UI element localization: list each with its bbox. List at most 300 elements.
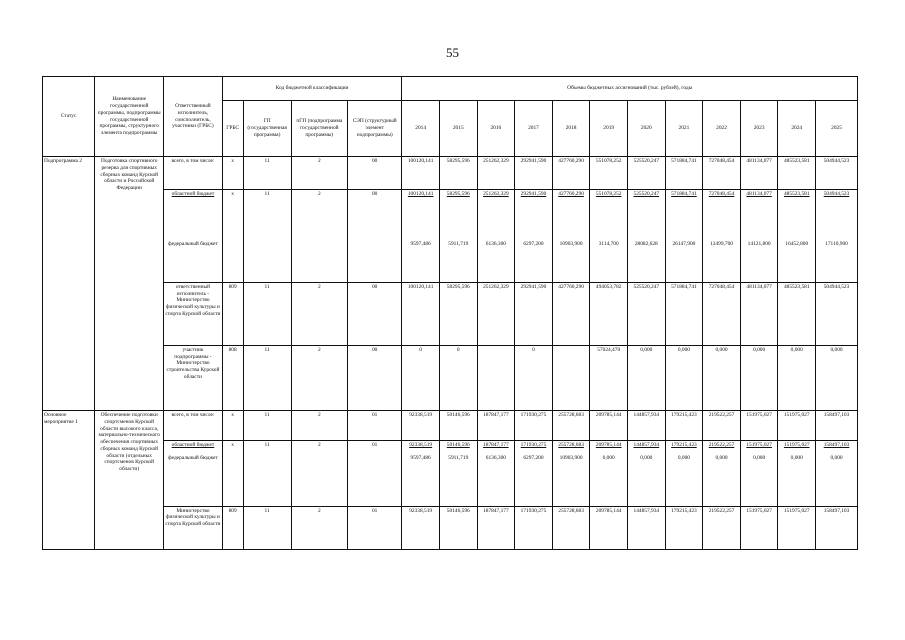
table-row <box>43 411 858 441</box>
row-value-text: 151975,027 <box>746 442 772 449</box>
row-value <box>402 411 440 441</box>
row-value <box>740 282 778 345</box>
row-sep <box>348 345 402 410</box>
row-value <box>816 411 858 441</box>
row-value-text: 100120,141 <box>407 158 434 164</box>
row-value <box>439 411 477 441</box>
row-value <box>703 282 741 345</box>
row-pgp-text: 2 <box>317 507 321 514</box>
table-row <box>43 345 858 410</box>
row-value <box>515 157 553 190</box>
row-value-text: 179215,423 <box>671 412 697 418</box>
row-grbs-text: 808 <box>228 346 237 353</box>
row-value <box>477 189 515 282</box>
row-value-text: 5911,719 <box>448 241 469 248</box>
row-value <box>477 282 515 345</box>
row-value <box>552 441 590 506</box>
header-budget-volume: Объемы бюджетных ассигнований (тыс. рублей), годы <box>402 77 858 101</box>
row-value <box>740 189 778 282</box>
cell-spacer <box>349 449 400 455</box>
row-executor-text: Министерство физической культуры и спорта Курской области <box>165 507 221 528</box>
header-year: 2020 <box>628 101 666 157</box>
row-value-text: 219522,257 <box>708 412 735 418</box>
row-value-text: 26147,900 <box>672 241 696 248</box>
row-value-text: 525520,247 <box>633 190 660 197</box>
row-value-text: 171930,275 <box>520 507 547 514</box>
row-pgp-text: 2 <box>317 190 321 197</box>
cell-spacer <box>779 197 814 241</box>
row-value <box>740 157 778 190</box>
row-value <box>439 506 477 549</box>
row-value <box>703 345 741 410</box>
row-value-text: 6136,300 <box>485 455 506 462</box>
row-pgp <box>291 189 347 282</box>
header-year: 2021 <box>665 101 703 157</box>
row-value-text: 427760,290 <box>558 158 584 164</box>
cell-spacer <box>817 197 856 241</box>
row-value <box>515 189 553 282</box>
row-executor <box>164 189 223 282</box>
row-sep <box>348 441 402 506</box>
row-sep <box>348 506 402 549</box>
row-value-text: 158497,103 <box>823 412 850 418</box>
row-gp <box>243 411 291 441</box>
row-value-text: 5911,719 <box>448 455 469 462</box>
row-pgp-text: 2 <box>317 158 321 164</box>
row-value-text: 727048,454 <box>708 158 735 164</box>
row-value <box>628 411 666 441</box>
row-sep-text: 00 <box>371 283 378 290</box>
row-value <box>816 157 858 190</box>
row-value-text: 3114,700 <box>598 241 619 248</box>
row-value-text: 209785,144 <box>595 412 622 418</box>
row-value-text: 179215,423 <box>671 442 697 449</box>
row-executor-text: федеральный бюджет <box>168 241 218 248</box>
cell-spacer <box>441 197 476 241</box>
row-executor-text: всего, в том числе: <box>171 412 215 418</box>
row-value-text: 427760,290 <box>558 283 584 290</box>
row-status <box>43 157 95 411</box>
row-value-text: 571884,741 <box>671 190 697 197</box>
row-grbs <box>222 282 243 345</box>
row-value-text: 151975,027 <box>746 507 772 514</box>
row-value-text: 0,000 <box>677 455 690 462</box>
row-value-text: 58295,596 <box>446 158 470 164</box>
row-value-text: 187847,177 <box>483 507 509 514</box>
row-pgp-text: 2 <box>317 412 321 418</box>
row-value-text: 571884,741 <box>671 158 697 164</box>
row-value-text: 50146,596 <box>446 507 470 514</box>
row-value-text: 144857,934 <box>633 507 660 514</box>
row-value-text: 13499,700 <box>710 241 733 248</box>
row-value-text: 14121,800 <box>747 241 771 248</box>
row-value <box>402 189 440 282</box>
row-status-text: Подпрограмма 2 <box>44 158 82 164</box>
row-pgp <box>291 411 347 441</box>
row-value <box>590 282 628 345</box>
row-grbs-text: 809 <box>228 283 237 290</box>
header-year: 2024 <box>778 101 816 157</box>
row-value <box>515 345 553 410</box>
row-value <box>402 506 440 549</box>
row-value <box>552 345 590 410</box>
row-value-text: 485523,581 <box>783 158 810 164</box>
cell-spacer <box>704 197 739 241</box>
row-executor <box>164 411 223 441</box>
row-value-text: 187847,177 <box>483 412 509 418</box>
table-row <box>43 157 858 190</box>
row-value <box>665 411 703 441</box>
row-value <box>628 189 666 282</box>
row-value <box>665 282 703 345</box>
row-value-text: 100120,141 <box>407 190 434 197</box>
header-year: 2022 <box>703 101 741 157</box>
row-grbs <box>222 441 243 506</box>
row-pgp-text: 2 <box>317 283 321 290</box>
row-pgp <box>291 345 347 410</box>
row-grbs <box>222 506 243 549</box>
header-budget-code: Код бюджетной классификации <box>222 77 402 101</box>
row-value-text: 0,000 <box>753 455 766 462</box>
row-value-text: 151975,027 <box>783 412 810 418</box>
row-value <box>477 345 515 410</box>
row-value-text: 0 <box>456 346 460 353</box>
row-value <box>740 345 778 410</box>
row-value <box>515 282 553 345</box>
row-executor-text: ответственный исполнитель - Министерство физической культуры и спорта Курской области <box>165 283 221 317</box>
row-grbs-text: х <box>231 412 234 418</box>
row-value <box>665 506 703 549</box>
row-value <box>552 282 590 345</box>
row-value <box>552 189 590 282</box>
row-value-text: 525520,247 <box>633 283 660 290</box>
row-value-text: 0,000 <box>640 346 653 353</box>
cell-spacer <box>165 197 221 241</box>
row-executor-text: областной бюджет <box>171 442 215 449</box>
row-value-text: 17110,900 <box>825 241 848 248</box>
row-value <box>665 441 703 506</box>
row-gp <box>243 506 291 549</box>
table-row <box>43 189 858 282</box>
row-value <box>590 157 628 190</box>
row-value <box>552 411 590 441</box>
row-value-text: 219522,257 <box>708 507 735 514</box>
row-value-text: 485523,581 <box>783 283 810 290</box>
row-value-text: 525520,247 <box>633 158 660 164</box>
row-value-text: 504944,523 <box>823 190 850 197</box>
row-status-text: Основное мероприятие 1 <box>44 412 78 425</box>
row-executor-text: областной бюджет <box>171 190 215 197</box>
row-value-text: 494053,782 <box>595 283 622 290</box>
row-grbs-text: х <box>231 442 234 449</box>
header-sep: СЭП (структурный элемент подпрограммы) <box>348 101 402 157</box>
header-year: 2018 <box>552 101 590 157</box>
row-value <box>816 441 858 506</box>
row-value <box>740 506 778 549</box>
row-value-text: 481134,077 <box>746 283 772 290</box>
row-sep <box>348 411 402 441</box>
row-value-text: 144857,934 <box>633 412 660 418</box>
row-grbs <box>222 411 243 441</box>
row-value <box>515 506 553 549</box>
budget-table <box>42 76 858 550</box>
row-gp-text: 11 <box>264 158 270 164</box>
header-grbs: ГРБС <box>222 101 243 157</box>
row-value-text: 251262,329 <box>483 283 509 290</box>
row-value <box>628 345 666 410</box>
row-value-text: 92338,519 <box>409 442 433 449</box>
row-grbs <box>222 189 243 282</box>
row-executor <box>164 506 223 549</box>
row-value-text: 504944,523 <box>823 158 850 164</box>
row-program-name-text: Обеспечение подготовки спортсменов Курской области высокого класса, материально-технического обеспечения спортивных сборных команд Курской области (отдельных спортсменов Курской области) <box>98 412 160 472</box>
row-value-text: 0,000 <box>715 346 728 353</box>
row-value-text: 0,000 <box>677 346 690 353</box>
row-program-name <box>95 157 164 411</box>
row-program-name-text: Подготовка спортивного резерва для спортивных сборных команд Курской области и Российской Федерации <box>100 158 159 191</box>
row-value-text: 0,000 <box>715 455 728 462</box>
row-value-text: 251262,329 <box>483 190 509 197</box>
row-gp-text: 11 <box>264 442 270 449</box>
cell-spacer <box>403 197 438 241</box>
row-value <box>439 157 477 190</box>
row-value-text: 16452,800 <box>785 241 809 248</box>
row-grbs-text: х <box>231 158 234 164</box>
row-value-text: 427760,290 <box>558 190 584 197</box>
row-value-text: 9597,486 <box>410 241 431 248</box>
row-value-text: 0,000 <box>830 455 843 462</box>
row-value <box>477 441 515 506</box>
row-value-text: 0,000 <box>790 455 803 462</box>
row-pgp-text: 2 <box>317 346 321 353</box>
row-gp-text: 11 <box>264 507 270 514</box>
row-value-text: 10903,900 <box>559 241 583 248</box>
row-gp <box>243 441 291 506</box>
header-executor: Ответственный исполнитель, соисполнитель, участники (ГРБС) <box>164 77 223 157</box>
row-value-text: 727048,454 <box>708 190 735 197</box>
row-executor-text: федеральный бюджет <box>168 455 218 462</box>
row-value-text: 179215,423 <box>671 507 697 514</box>
row-grbs-text: 809 <box>228 507 237 514</box>
cell-spacer <box>516 197 551 241</box>
row-value-text: 255728,683 <box>558 442 584 449</box>
row-value-text: 6297,200 <box>523 241 544 248</box>
row-value-text: 481134,077 <box>746 190 772 197</box>
cell-spacer <box>742 197 777 241</box>
header-year: 2025 <box>816 101 858 157</box>
row-value <box>439 189 477 282</box>
row-pgp <box>291 506 347 549</box>
cell-spacer <box>554 197 589 241</box>
row-value-text: 292941,590 <box>520 283 547 290</box>
row-gp-text: 11 <box>264 412 270 418</box>
row-value <box>590 506 628 549</box>
cell-spacer <box>293 449 346 455</box>
row-sep <box>348 282 402 345</box>
header-status: Статус <box>43 77 95 157</box>
cell-spacer <box>479 197 514 241</box>
row-executor-text: всего, в том числе: <box>171 158 215 164</box>
row-value-text: 100120,141 <box>407 283 434 290</box>
row-value-text: 50146,596 <box>446 412 470 418</box>
row-value-text: 292941,590 <box>520 158 547 164</box>
cell-spacer <box>591 197 626 241</box>
row-value <box>477 157 515 190</box>
row-executor <box>164 282 223 345</box>
table-row <box>43 282 858 345</box>
row-value-text: 551078,252 <box>595 190 622 197</box>
row-value-text: 0 <box>532 346 535 353</box>
row-status <box>43 411 95 550</box>
table-row <box>43 506 858 549</box>
row-value <box>515 441 553 506</box>
table-row <box>43 441 858 506</box>
cell-spacer <box>245 449 290 455</box>
row-value <box>703 441 741 506</box>
row-value-text: 209785,144 <box>595 507 622 514</box>
cell-spacer <box>667 197 702 241</box>
row-value <box>665 157 703 190</box>
row-value-text: 209785,144 <box>595 442 622 449</box>
row-gp-text: 11 <box>264 190 270 197</box>
header-year: 2017 <box>515 101 553 157</box>
row-sep-text: 00 <box>371 158 378 164</box>
row-grbs <box>222 157 243 190</box>
row-pgp <box>291 282 347 345</box>
row-pgp <box>291 441 347 506</box>
row-value <box>439 345 477 410</box>
row-value-text: 0,000 <box>790 346 803 353</box>
row-value <box>816 506 858 549</box>
row-value <box>402 345 440 410</box>
row-value <box>665 345 703 410</box>
row-value <box>778 345 816 410</box>
row-sep <box>348 189 402 282</box>
row-value <box>552 157 590 190</box>
row-value <box>778 189 816 282</box>
cell-spacer <box>629 197 664 241</box>
cell-spacer <box>349 197 400 241</box>
row-value <box>477 411 515 441</box>
row-value <box>628 441 666 506</box>
row-value-text: 171930,275 <box>520 442 547 449</box>
row-value <box>816 189 858 282</box>
row-value <box>778 411 816 441</box>
row-value-text: 551078,252 <box>595 158 622 164</box>
row-value-text: 219522,257 <box>708 442 735 449</box>
row-value-text: 0,000 <box>640 455 653 462</box>
row-sep-text: 01 <box>371 412 378 418</box>
row-value-text: 485523,581 <box>783 190 810 197</box>
row-value <box>515 411 553 441</box>
row-value <box>402 282 440 345</box>
row-value <box>778 157 816 190</box>
cell-spacer <box>224 449 242 455</box>
row-value-text: 0,000 <box>602 455 615 462</box>
row-value <box>590 411 628 441</box>
row-value <box>816 345 858 410</box>
row-value <box>703 506 741 549</box>
row-value <box>703 189 741 282</box>
row-gp <box>243 345 291 410</box>
row-value-text: 151975,027 <box>746 412 772 418</box>
row-value <box>439 282 477 345</box>
row-value <box>740 411 778 441</box>
row-value <box>439 441 477 506</box>
row-value-text: 187847,177 <box>483 442 509 449</box>
row-sep-text: 00 <box>371 190 378 197</box>
row-sep-text: 00 <box>371 346 378 353</box>
row-executor <box>164 157 223 190</box>
row-value-text: 255728,683 <box>558 507 584 514</box>
row-value-text: 6297,200 <box>523 455 544 462</box>
row-value-text: 171930,275 <box>520 412 547 418</box>
row-executor-text: участник подпрограммы - Министерство строительства Курской области <box>166 346 220 380</box>
row-value-text: 0,000 <box>753 346 766 353</box>
cell-spacer <box>245 197 290 241</box>
row-executor <box>164 345 223 410</box>
row-value-text: 10903,900 <box>559 455 583 462</box>
row-gp <box>243 189 291 282</box>
row-value-text: 9597,486 <box>410 455 431 462</box>
row-value <box>552 506 590 549</box>
cell-spacer <box>293 197 346 241</box>
row-value <box>778 506 816 549</box>
row-value-text: 158497,103 <box>823 442 850 449</box>
header-year: 2015 <box>439 101 477 157</box>
row-pgp <box>291 157 347 190</box>
row-value-text: 92338,519 <box>409 507 433 514</box>
header-year: 2016 <box>477 101 515 157</box>
row-value-text: 92338,519 <box>409 412 433 418</box>
row-value-text: 57024,470 <box>597 346 621 353</box>
row-value-text: 58295,596 <box>446 283 470 290</box>
row-sep-text: 01 <box>371 442 378 449</box>
row-value-text: 251262,329 <box>483 158 509 164</box>
row-value <box>590 441 628 506</box>
row-value-text: 0 <box>419 346 422 353</box>
row-gp-text: 11 <box>264 346 270 353</box>
row-value <box>778 282 816 345</box>
row-value <box>402 157 440 190</box>
header-program-name: Наименование государственной программы, подпрограммы государственной программы, структурного элемента подпрограммы <box>95 77 164 157</box>
row-value-text: 504944,523 <box>823 283 850 290</box>
row-gp <box>243 157 291 190</box>
row-sep <box>348 157 402 190</box>
header-year: 2014 <box>402 101 440 157</box>
row-program-name <box>95 411 164 550</box>
page-number: 55 <box>446 45 459 60</box>
row-value <box>778 441 816 506</box>
row-sep-text: 01 <box>371 507 378 514</box>
row-value-text: 28082,628 <box>634 241 658 248</box>
row-value-text: 571884,741 <box>671 283 697 290</box>
row-value <box>402 441 440 506</box>
row-value-text: 255728,683 <box>558 412 584 418</box>
row-value <box>628 282 666 345</box>
row-value-text: 58295,596 <box>446 190 470 197</box>
cell-spacer <box>224 197 242 241</box>
header-year: 2023 <box>740 101 778 157</box>
row-value <box>703 157 741 190</box>
row-value-text: 481134,077 <box>746 158 772 164</box>
row-value <box>740 441 778 506</box>
row-value <box>590 345 628 410</box>
row-grbs <box>222 345 243 410</box>
row-gp <box>243 282 291 345</box>
row-value <box>703 411 741 441</box>
row-value <box>590 189 628 282</box>
